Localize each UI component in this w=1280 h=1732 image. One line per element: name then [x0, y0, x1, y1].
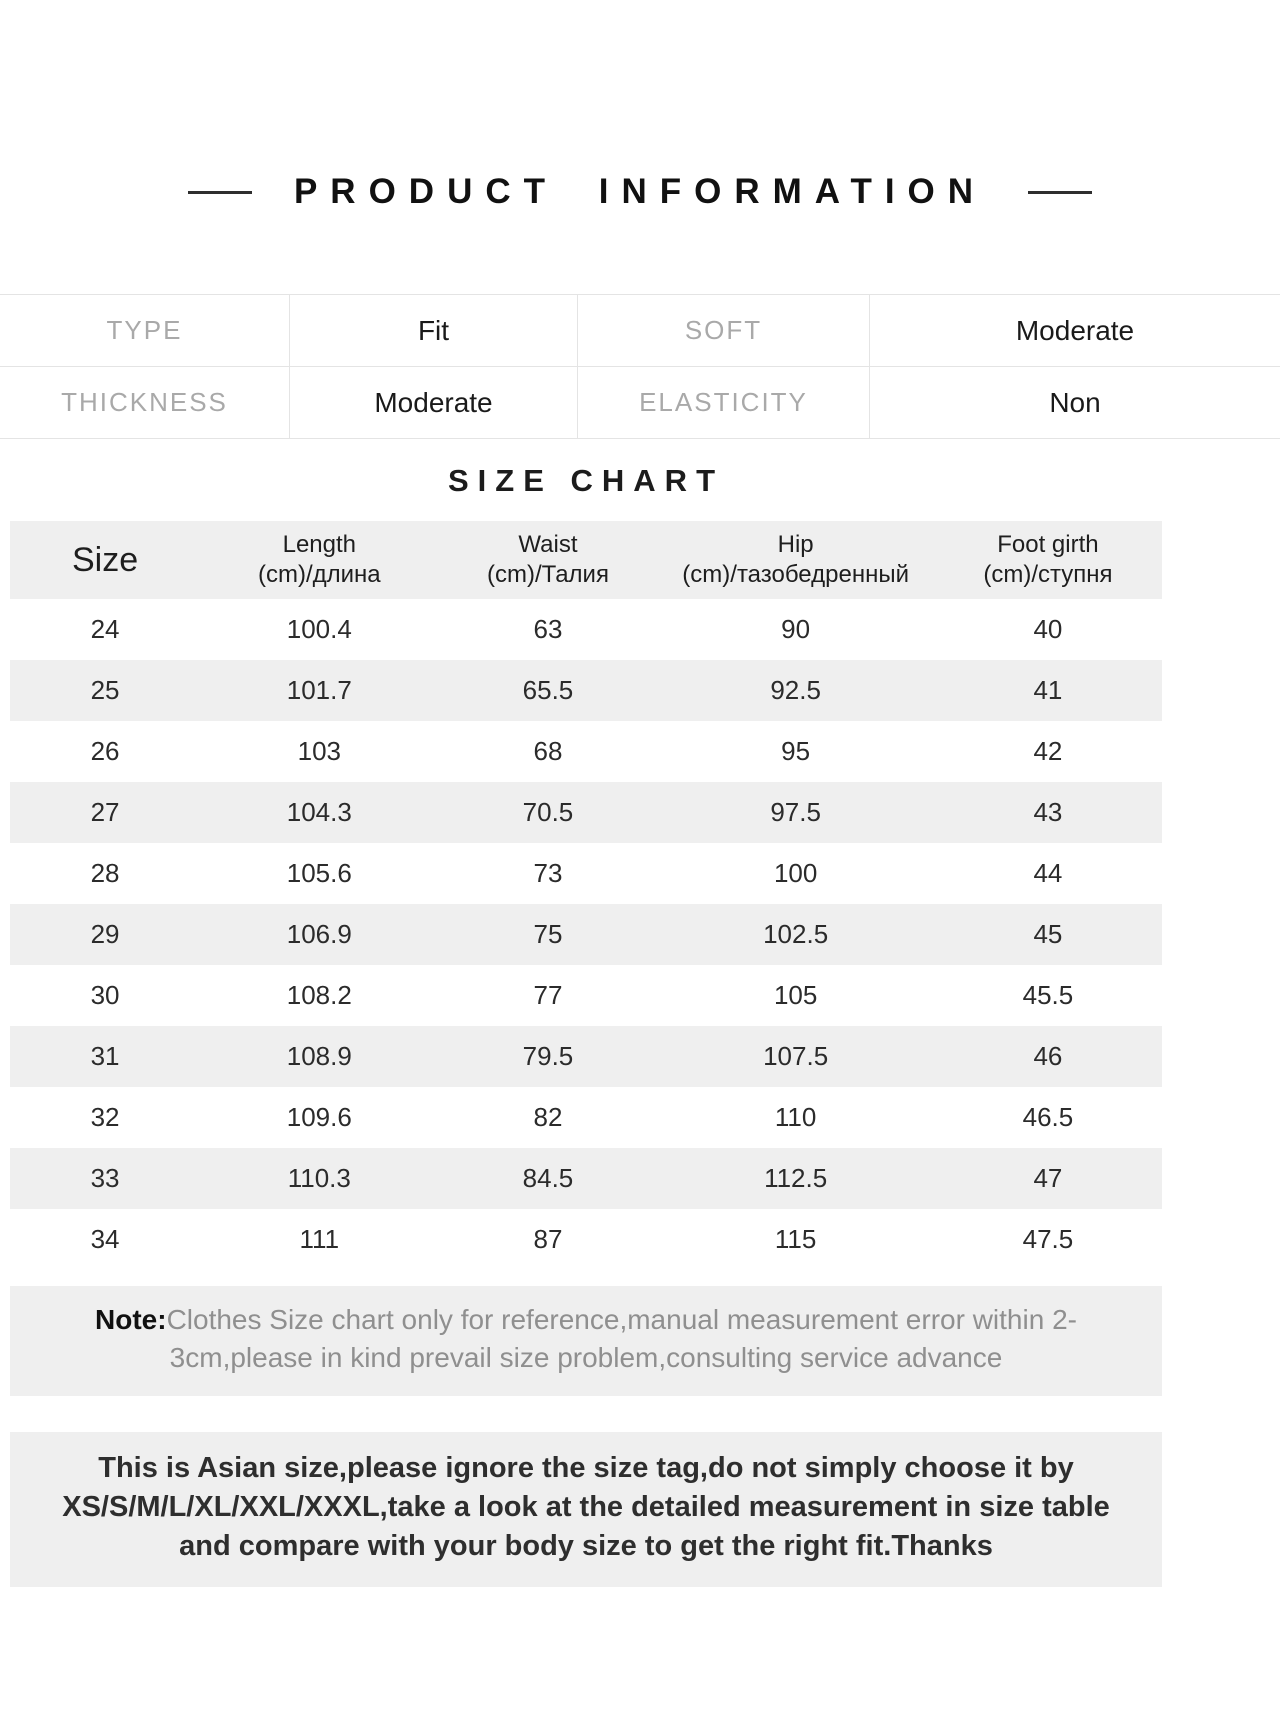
- table-row: [10, 782, 1162, 843]
- table-cell: 32: [90, 1102, 120, 1132]
- table-row: [10, 721, 1162, 782]
- table-cell: 100.4: [286, 614, 352, 644]
- table-cell: 79.5: [522, 1041, 574, 1071]
- table-cell: 77: [533, 980, 563, 1010]
- note-block: [10, 1286, 1162, 1396]
- table-cell: 108.2: [286, 980, 352, 1010]
- table-cell: 82: [533, 1102, 563, 1132]
- table-cell: 102.5: [763, 919, 829, 949]
- table-cell: 108.9: [286, 1041, 352, 1071]
- table-cell: 92.5: [770, 675, 821, 705]
- table-cell: 65.5: [522, 675, 574, 705]
- column-header: Foot girth (cm)/ступня: [983, 531, 1113, 588]
- table-cell: 46.5: [1022, 1102, 1074, 1132]
- column-header: Size: [71, 540, 139, 579]
- table-cell: 42: [1033, 736, 1063, 766]
- table-cell: 97.5: [770, 797, 821, 827]
- table-row: [10, 599, 1162, 660]
- size-chart-section: [10, 463, 1162, 1587]
- table-cell: 44: [1033, 858, 1063, 888]
- table-row: [10, 1026, 1162, 1087]
- table-cell: 63: [533, 614, 563, 644]
- page-title: PRODUCT INFORMATION: [293, 172, 987, 211]
- table-cell: 103: [297, 736, 341, 766]
- table-cell: 34: [90, 1224, 120, 1254]
- attribute-value: Non: [870, 367, 1280, 439]
- size-chart-table: [10, 521, 1162, 1270]
- table-cell: 110: [774, 1102, 817, 1132]
- table-cell: 43: [1033, 797, 1063, 827]
- table-cell: 41: [1033, 675, 1063, 705]
- note-text: Clothes Size chart only for reference,manual measurement error within 2-3cm,please in kind prevail size problem,consulting service advance: [166, 1304, 1077, 1373]
- table-row: [10, 1148, 1162, 1209]
- table-cell: 105.6: [286, 858, 352, 888]
- table-cell: 101.7: [286, 675, 352, 705]
- page-header: [0, 0, 1280, 212]
- table-cell: 107.5: [763, 1041, 829, 1071]
- table-cell: 87: [533, 1224, 563, 1254]
- title-left-rule: [188, 191, 252, 194]
- note-paragraph: [36, 1301, 1136, 1377]
- table-cell: 95: [781, 736, 811, 766]
- table-cell: 73: [533, 858, 563, 888]
- table-cell: 45: [1033, 919, 1063, 949]
- attribute-value: Moderate: [870, 295, 1280, 367]
- table-cell: 90: [781, 614, 811, 644]
- product-attributes-table: [0, 294, 1280, 439]
- table-cell: 45.5: [1022, 980, 1074, 1010]
- table-cell: 106.9: [286, 919, 352, 949]
- table-cell: 112.5: [764, 1163, 828, 1193]
- table-cell: 105: [773, 980, 818, 1010]
- table-cell: 46: [1033, 1041, 1063, 1071]
- size-chart-title: SIZE CHART: [448, 463, 724, 498]
- table-row: [10, 904, 1162, 965]
- attribute-value: Moderate: [290, 367, 578, 439]
- title-right-rule: [1028, 191, 1092, 194]
- table-row: [10, 843, 1162, 904]
- table-row: [10, 1087, 1162, 1148]
- table-cell: 31: [90, 1041, 120, 1071]
- table-row: [10, 660, 1162, 721]
- size-chart-body: [10, 599, 1162, 1270]
- table-cell: 33: [90, 1163, 120, 1193]
- table-cell: 40: [1033, 614, 1063, 644]
- table-row: [10, 965, 1162, 1026]
- attribute-label: TYPE: [0, 295, 290, 367]
- table-cell: 109.6: [286, 1102, 352, 1132]
- table-cell: 84.5: [522, 1163, 574, 1193]
- table-cell: 104.3: [286, 797, 352, 827]
- table-cell: 111: [299, 1224, 340, 1254]
- table-cell: 24: [90, 614, 120, 644]
- table-cell: 100: [773, 858, 818, 888]
- asian-size-text: This is Asian size,please ignore the size tag,do not simply choose it by XS/S/M/L/XL/XXL/XXXL,take a look at the detailed measurement in size table and compare with your body size to get the right fit.Thanks: [62, 1451, 1110, 1562]
- table-cell: 47: [1033, 1163, 1063, 1193]
- table-cell: 25: [90, 675, 120, 705]
- table-cell: 26: [90, 736, 120, 766]
- table-cell: 68: [533, 736, 563, 766]
- attribute-label: SOFT: [578, 295, 870, 367]
- table-cell: 70.5: [522, 797, 574, 827]
- note-label: Note:: [95, 1304, 167, 1335]
- column-header: Waist (cm)/Талия: [486, 531, 609, 588]
- size-chart-header-row: [10, 521, 1162, 599]
- column-header: Length (cm)/длина: [257, 531, 381, 588]
- table-cell: 47.5: [1022, 1224, 1074, 1254]
- table-cell: 75: [533, 919, 563, 949]
- column-header: Hip (cm)/тазобедренный: [682, 531, 909, 588]
- asian-size-note-block: [10, 1432, 1162, 1587]
- table-cell: 29: [90, 919, 120, 949]
- table-cell: 110.3: [287, 1163, 351, 1193]
- table-row: [10, 1209, 1162, 1270]
- attribute-value: Fit: [290, 295, 578, 367]
- table-cell: 27: [90, 797, 120, 827]
- table-cell: 30: [90, 980, 120, 1010]
- attribute-label: ELASTICITY: [578, 367, 870, 439]
- table-cell: 28: [90, 858, 120, 888]
- table-cell: 115: [774, 1224, 817, 1254]
- attribute-label: THICKNESS: [0, 367, 290, 439]
